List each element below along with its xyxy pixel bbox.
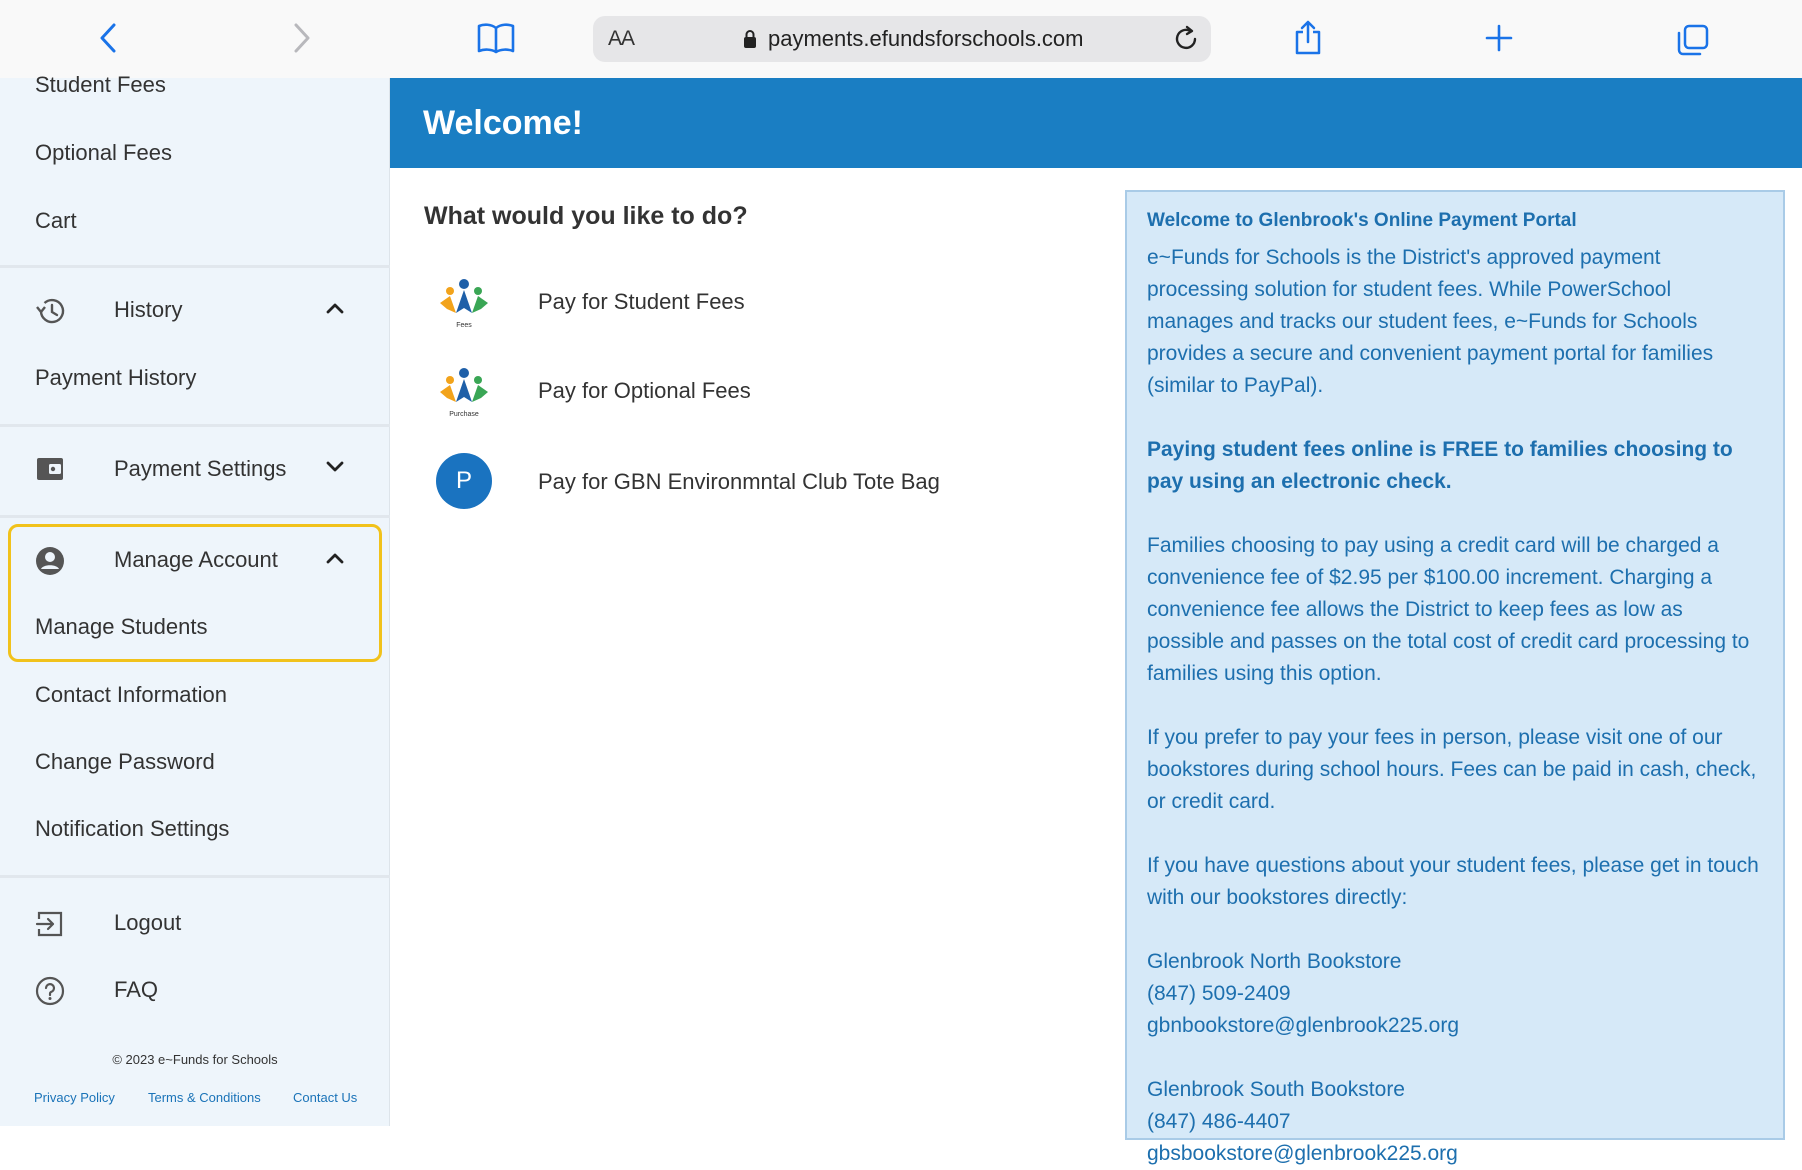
action-pay-tote-bag[interactable]	[424, 447, 1024, 517]
url-text: payments.efundsforschools.com	[768, 26, 1084, 51]
info-panel	[1125, 190, 1785, 1165]
highlight-box	[8, 524, 382, 662]
actions-heading: What would you like to do?	[424, 202, 748, 230]
fees-logo-icon	[434, 273, 494, 333]
sidebar-item-contact-information[interactable]: Contact Information	[35, 682, 227, 707]
sidebar-faq-label: FAQ	[114, 977, 159, 1002]
info-paragraph: If you have questions about your student fees, please get in touch with our bookstores directly:	[1147, 854, 1759, 909]
bookmarks-icon[interactable]	[477, 22, 515, 54]
info-paragraph: If you prefer to pay your fees in person, please visit one of our bookstores during school hours. Fees can be paid in cash, check, or credit card.	[1147, 726, 1757, 813]
sidebar-logout-label: Logout	[114, 910, 182, 935]
chevron-up-icon[interactable]	[325, 301, 345, 320]
sidebar-item-change-password[interactable]: Change Password	[35, 749, 215, 774]
privacy-policy-link[interactable]: Privacy Policy	[34, 1090, 115, 1105]
action-label: Pay for GBN Environmntal Club Tote Bag	[538, 469, 940, 494]
new-tab-icon[interactable]	[1485, 24, 1513, 52]
sidebar-payment-settings-label: Payment Settings	[114, 456, 287, 481]
wallet-icon	[35, 455, 65, 488]
bookstore-name: Glenbrook North Bookstore	[1147, 950, 1402, 973]
sidebar-section-history[interactable]	[0, 281, 390, 341]
purchase-logo-icon	[434, 362, 494, 422]
sidebar-item-student-fees[interactable]: Student Fees	[35, 72, 166, 97]
help-icon	[35, 976, 65, 1011]
sidebar-manage-account-label: Manage Account	[114, 547, 278, 572]
bookstore-email[interactable]: gbsbookstore@glenbrook225.org	[1147, 1142, 1458, 1165]
contact-us-link[interactable]: Contact Us	[293, 1090, 358, 1105]
bookstore-email[interactable]: gbnbookstore@glenbrook225.org	[1147, 1014, 1460, 1037]
address-bar[interactable]	[593, 16, 1211, 62]
sidebar-divider	[0, 265, 390, 268]
action-label: Pay for Optional Fees	[538, 378, 751, 403]
reload-icon[interactable]	[1171, 24, 1201, 59]
info-paragraph: Families choosing to pay using a credit card will be charged a convenience fee of $2.95 per $100.00 increment. Charging a convenience fee allows the District to keep fees as low as possible and passes on the total cost of credit card processing to families using this option.	[1147, 534, 1750, 685]
browser-toolbar	[0, 0, 1802, 78]
page-title: Welcome!	[423, 104, 583, 142]
bookstore-phone[interactable]: (847) 486-4407	[1147, 1110, 1291, 1133]
sidebar-item-manage-students[interactable]: Manage Students	[35, 614, 208, 639]
terms-link[interactable]: Terms & Conditions	[148, 1090, 261, 1105]
chevron-down-icon[interactable]	[325, 460, 345, 479]
tabs-overview-icon[interactable]	[1676, 24, 1710, 56]
info-paragraph: e~Funds for Schools is the District's approved payment processing solution for student fees. While PowerSchool manages and tracks our student fees, e~Funds for Schools provides a secure and convenient payment portal for families (similar to PayPal).	[1147, 246, 1714, 397]
history-icon	[35, 296, 67, 331]
action-label: Pay for Student Fees	[538, 289, 745, 314]
sidebar-item-payment-history[interactable]: Payment History	[35, 365, 197, 390]
lock-icon	[743, 29, 757, 54]
sidebar-item-cart[interactable]: Cart	[35, 208, 77, 233]
info-title: Welcome to Glenbrook's Online Payment Portal	[1147, 210, 1577, 231]
south-bookstore-contact	[1147, 1074, 1763, 1170]
back-icon[interactable]	[98, 22, 118, 54]
p-badge-container	[436, 453, 496, 513]
sidebar-section-payment-settings[interactable]	[0, 440, 390, 500]
bookstore-phone[interactable]: (847) 509-2409	[1147, 982, 1291, 1005]
sidebar-item-logout[interactable]	[0, 894, 390, 954]
action-pay-optional-fees[interactable]	[424, 356, 1024, 426]
text-size-button[interactable]: AA	[608, 27, 635, 50]
p-badge: P	[436, 453, 492, 509]
copyright: © 2023 e~Funds for Schools	[112, 1052, 278, 1067]
sidebar-item-optional-fees[interactable]: Optional Fees	[35, 140, 172, 165]
sidebar-item-faq[interactable]	[0, 961, 390, 1021]
logout-icon	[35, 909, 65, 944]
info-paragraph-bold: Paying student fees online is FREE to families choosing to pay using an electronic check.	[1147, 438, 1733, 493]
sidebar-item-notification-settings[interactable]: Notification Settings	[35, 816, 230, 841]
sidebar-divider	[0, 875, 390, 878]
north-bookstore-contact	[1147, 946, 1763, 1042]
svg-text:Fees: Fees	[456, 322, 472, 329]
share-icon[interactable]	[1293, 20, 1323, 56]
svg-text:Purchase: Purchase	[449, 411, 479, 418]
action-pay-student-fees[interactable]	[424, 267, 1024, 337]
sidebar-divider	[0, 515, 390, 518]
sidebar-divider	[0, 424, 390, 427]
bookstore-name: Glenbrook South Bookstore	[1147, 1078, 1405, 1101]
welcome-banner	[390, 78, 1802, 168]
sidebar-history-label: History	[114, 297, 183, 322]
forward-icon[interactable]	[292, 22, 312, 54]
